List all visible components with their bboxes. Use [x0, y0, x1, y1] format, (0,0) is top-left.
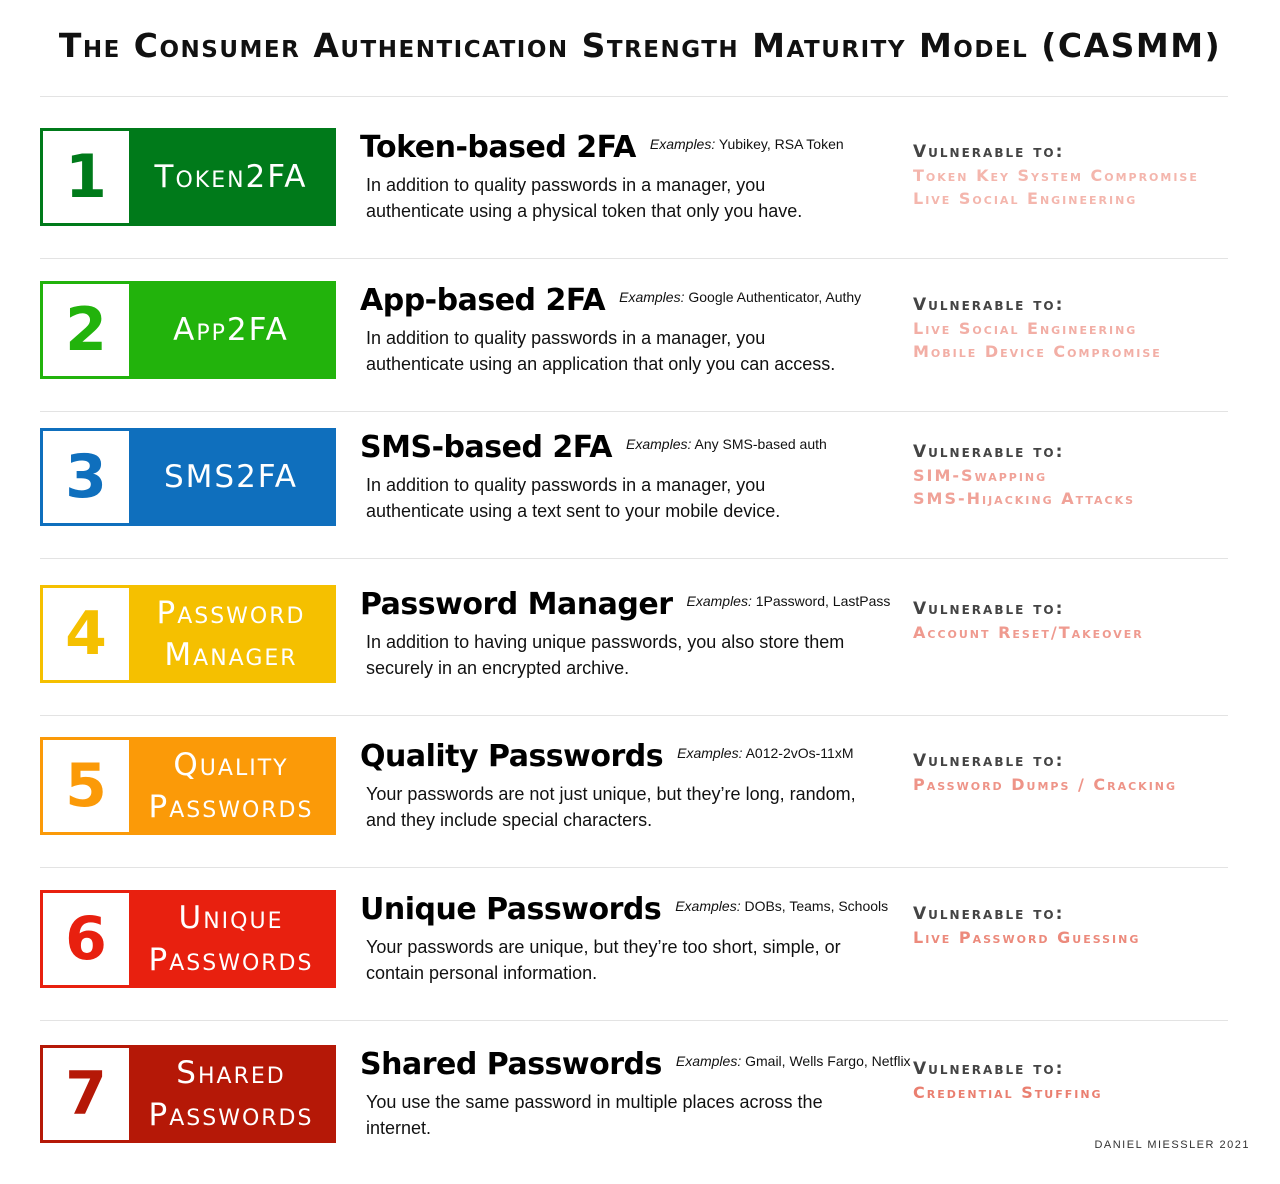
level-examples [687, 593, 891, 609]
level-examples [675, 898, 888, 914]
vulnerability-item: SMS-Hijacking Attacks [913, 489, 1136, 508]
examples-label: Examples: [686, 593, 752, 609]
level-name: App2FA [129, 284, 333, 376]
vulnerable-to-label: Vulnerable to: [913, 1059, 1065, 1079]
level-examples [650, 136, 844, 152]
level-examples [677, 745, 853, 761]
row-divider [40, 258, 1228, 259]
level-heading-line [360, 1047, 911, 1082]
level-row [40, 737, 1230, 847]
level-name: Shared Passwords [129, 1048, 333, 1140]
level-name: Token2FA [129, 131, 333, 223]
vulnerability-item: Account Reset/Takeover [913, 623, 1144, 642]
level-examples [676, 1053, 911, 1069]
row-divider [40, 1020, 1228, 1021]
vulnerabilities [913, 1059, 1103, 1102]
title-divider [40, 96, 1228, 97]
level-number: 7 [43, 1048, 129, 1140]
level-heading: Token-based 2FA [360, 130, 636, 165]
level-description: Your passwords are unique, but they’re too short, simple, or contain personal information. [366, 937, 841, 983]
level-heading: Shared Passwords [360, 1047, 662, 1082]
level-badge [40, 737, 336, 835]
vulnerability-item: SIM-Swapping [913, 466, 1048, 485]
examples-text: Yubikey, RSA Token [718, 136, 844, 152]
vulnerability-item: Token Key System Compromise [913, 166, 1199, 185]
vulnerable-to-label: Vulnerable to: [913, 142, 1065, 162]
level-badge [40, 128, 336, 226]
level-description: You use the same password in multiple places across the internet. [366, 1092, 823, 1138]
vulnerability-item: Live Social Engineering [913, 189, 1138, 208]
row-divider [40, 411, 1228, 412]
level-heading: SMS-based 2FA [360, 430, 613, 465]
level-badge [40, 281, 336, 379]
level-badge [40, 585, 336, 683]
level-badge [40, 1045, 336, 1143]
row-divider [40, 715, 1228, 716]
level-heading-line [360, 130, 844, 165]
examples-label: Examples: [677, 745, 743, 761]
vulnerable-to-label: Vulnerable to: [913, 751, 1065, 771]
examples-text: A012-2vOs-11xM [745, 745, 854, 761]
vulnerable-to-label: Vulnerable to: [913, 295, 1065, 315]
vulnerability-item: Live Password Guessing [913, 928, 1141, 947]
level-heading: Quality Passwords [360, 739, 664, 774]
credit: DANIEL MIESSLER 2021 [1094, 1139, 1250, 1151]
level-heading-line [360, 283, 861, 318]
examples-label: Examples: [675, 898, 741, 914]
level-number: 2 [43, 284, 129, 376]
level-row [40, 128, 1230, 238]
row-divider [40, 867, 1228, 868]
examples-text: DOBs, Teams, Schools [744, 898, 889, 914]
level-number: 6 [43, 893, 129, 985]
vulnerable-to-label: Vulnerable to: [913, 599, 1065, 619]
level-heading-line [360, 892, 888, 927]
level-name: Quality Passwords [129, 740, 333, 832]
level-name: Unique Passwords [129, 893, 333, 985]
level-heading-line [360, 430, 827, 465]
level-number: 4 [43, 588, 129, 680]
level-badge [40, 890, 336, 988]
level-row [40, 890, 1230, 1000]
level-description: In addition to having unique passwords, you also store them securely in an encrypted archive. [366, 632, 845, 678]
vulnerabilities [913, 142, 1199, 208]
examples-text: 1Password, LastPass [755, 593, 891, 609]
examples-label: Examples: [675, 1053, 742, 1069]
level-name: SMS2FA [129, 431, 333, 523]
examples-label: Examples: [619, 289, 685, 305]
vulnerability-item: Credential Stuffing [913, 1083, 1103, 1102]
level-examples [619, 289, 861, 305]
row-divider [40, 558, 1228, 559]
level-number: 5 [43, 740, 129, 832]
vulnerability-item: Password Dumps / Cracking [913, 775, 1178, 794]
level-heading: Password Manager [360, 587, 673, 622]
vulnerabilities [913, 751, 1177, 794]
level-badge [40, 428, 336, 526]
level-name: Password Manager [129, 588, 333, 680]
vulnerability-item: Live Social Engineering [913, 319, 1138, 338]
vulnerable-to-label: Vulnerable to: [913, 442, 1065, 462]
level-row [40, 1045, 1230, 1155]
examples-label: Examples: [649, 136, 716, 152]
level-row [40, 585, 1230, 695]
examples-text: Any SMS-based auth [694, 436, 827, 452]
level-heading-line [360, 739, 854, 774]
vulnerabilities [913, 442, 1135, 508]
vulnerabilities [913, 295, 1162, 361]
level-examples [626, 436, 827, 452]
level-number: 3 [43, 431, 129, 523]
level-description: Your passwords are not just unique, but they’re long, random, and they include special characters. [366, 784, 856, 830]
level-number: 1 [43, 131, 129, 223]
page-title: The Consumer Authentication Strength Maturity Model (CASMM) [58, 26, 1222, 65]
examples-text: Google Authenticator, Authy [688, 289, 862, 305]
vulnerable-to-label: Vulnerable to: [913, 904, 1065, 924]
level-description: In addition to quality passwords in a manager, you authenticate using an application that only you can access. [366, 328, 836, 374]
level-heading-line [360, 587, 890, 622]
level-description: In addition to quality passwords in a manager, you authenticate using a text sent to your mobile device. [366, 475, 781, 521]
level-row [40, 281, 1230, 391]
level-heading: Unique Passwords [360, 892, 662, 927]
examples-label: Examples: [626, 436, 692, 452]
examples-text: Gmail, Wells Fargo, Netflix [745, 1053, 911, 1069]
vulnerability-item: Mobile Device Compromise [913, 342, 1162, 361]
vulnerabilities [913, 904, 1140, 947]
level-description: In addition to quality passwords in a manager, you authenticate using a physical token that only you have. [366, 175, 803, 221]
level-heading: App-based 2FA [360, 283, 606, 318]
vulnerabilities [913, 599, 1144, 642]
level-row [40, 428, 1230, 538]
